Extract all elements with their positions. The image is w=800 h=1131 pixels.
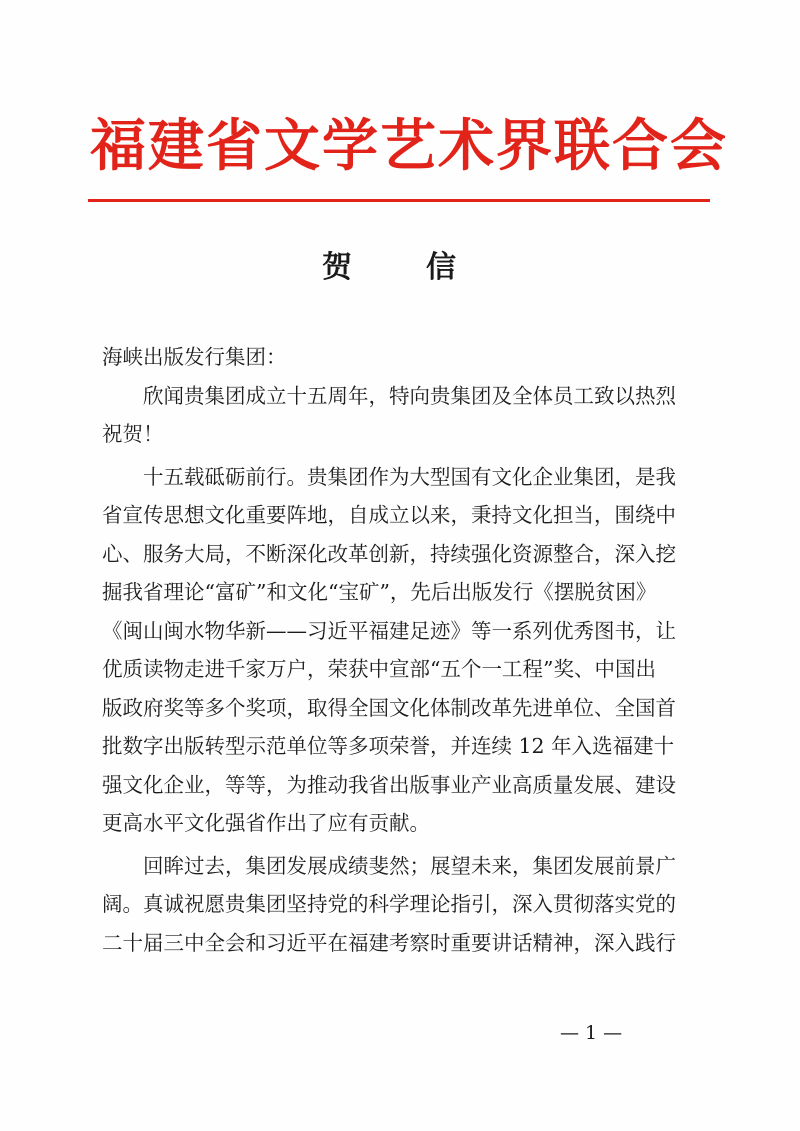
paragraph-line: 欣闻贵集团成立十五周年，特向贵集团及全体员工致以热烈 — [143, 383, 676, 408]
paragraph-line: 版政府奖等多个奖项，取得全国文化体制改革先进单位、全国首 — [102, 695, 676, 720]
paragraph-line: 二十届三中全会和习近平在福建考察时重要讲话精神，深入践行 — [102, 930, 676, 955]
paragraph-3 — [102, 847, 702, 963]
letterhead-red-rule — [88, 199, 710, 202]
paragraph-line: 回眸过去，集团发展成绩斐然；展望未来，集团发展前景广 — [143, 853, 676, 878]
page-number: — 1 — — [560, 1022, 623, 1044]
paragraph-line: 阔。真诚祝愿贵集团坚持党的科学理论指引，深入贯彻落实党的 — [102, 892, 676, 916]
paragraph-line: 批数字出版转型示范单位等多项荣誉，并连续 12 年入选福建十 — [102, 734, 675, 758]
paragraph-line: 十五载砥砺前行。贵集团作为大型国有文化企业集团，是我 — [143, 464, 676, 489]
paragraph-line: 强文化企业，等等，为推动我省出版事业产业高质量发展、建设 — [102, 772, 676, 797]
paragraph-line: 省宣传思想文化重要阵地，自成立以来，秉持文化担当，围绕中 — [102, 503, 676, 527]
letter-body — [102, 338, 702, 962]
letterhead-org-name: 福建省文学艺术界联合会 — [90, 113, 728, 179]
paragraph-line: 祝贺！ — [102, 422, 164, 446]
paragraph-line: 优质读物走进千家万户，荣获中宣部“五个一工程”奖、中国出 — [102, 657, 656, 681]
document-title: 贺 信 — [322, 250, 478, 285]
paragraph-1 — [102, 377, 702, 454]
paragraph-2 — [102, 458, 702, 843]
paragraph-line: 掘我省理论“富矿”和文化“宝矿”，先后出版发行《摆脱贫困》 — [102, 580, 657, 604]
paragraph-line: 心、服务大局，不断深化改革创新，持续强化资源整合，深入挖 — [102, 541, 676, 566]
salutation: 海峡出版发行集团： — [102, 345, 287, 369]
paragraph-line: 《闽山闽水物华新——习近平福建足迹》等一系列优秀图书，让 — [102, 618, 676, 643]
paragraph-line: 更高水平文化强省作出了应有贡献。 — [102, 811, 430, 835]
